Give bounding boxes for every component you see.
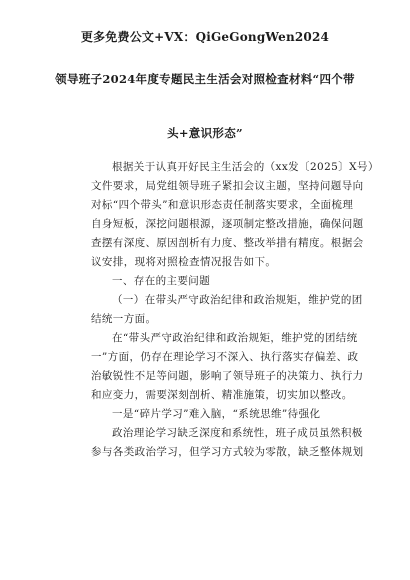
promo-header: 更多免费公文+VX：QiGeGongWen2024: [80, 30, 330, 44]
body-line: 对标“四个带头”和意识形态责任制落实要求，全面梳理: [91, 199, 354, 211]
body-line: 一、存在的主要问题: [112, 275, 211, 287]
body-line: 一”方面，仍存在理论学习不深入、执行落实存偏差、政: [91, 351, 359, 363]
body-line: 在“带头严守政治纪律和政治规矩，维护党的团结统: [112, 332, 358, 344]
body-line: 根据关于认真开好民主生活会的（xx发〔2025〕X号）: [112, 161, 379, 173]
body-line: 查摆有深度、原因剖析有力度、整改举措有精度。根据会: [91, 237, 364, 249]
body-line: （一）在带头严守政治纪律和政治规矩，维护党的团: [112, 294, 363, 306]
body-line: 治敏锐性不足等问题，影响了领导班子的决策力、执行力: [91, 370, 364, 382]
body-line: 和应变力，需要深刻剖析、精准施策，切实加以整改。: [91, 389, 353, 401]
document-title-line-2: 头+意识形态”: [167, 126, 243, 140]
body-line: 议安排，现将对照检查情况报告如下。: [91, 256, 277, 268]
document-title-line-1: 领导班子2024年度专题民主生活会对照检查材料“四个带: [55, 72, 355, 86]
body-line: 政治理论学习缺乏深度和系统性，班子成员虽然积极: [112, 427, 363, 439]
document-body: [91, 158, 379, 462]
body-line: 参与各类政治学习，但学习方式较为零散，缺乏整体规划: [91, 446, 364, 458]
body-line: 一是“碎片学习”难入脑，“系统思维”待强化: [112, 408, 321, 420]
body-line: 文件要求，局党组领导班子紧扣会议主题，坚持问题导向: [91, 180, 364, 192]
body-line: 自身短板，深挖问题根源，逐项制定整改措施，确保问题: [91, 218, 364, 230]
body-line: 结统一方面。: [91, 313, 157, 325]
